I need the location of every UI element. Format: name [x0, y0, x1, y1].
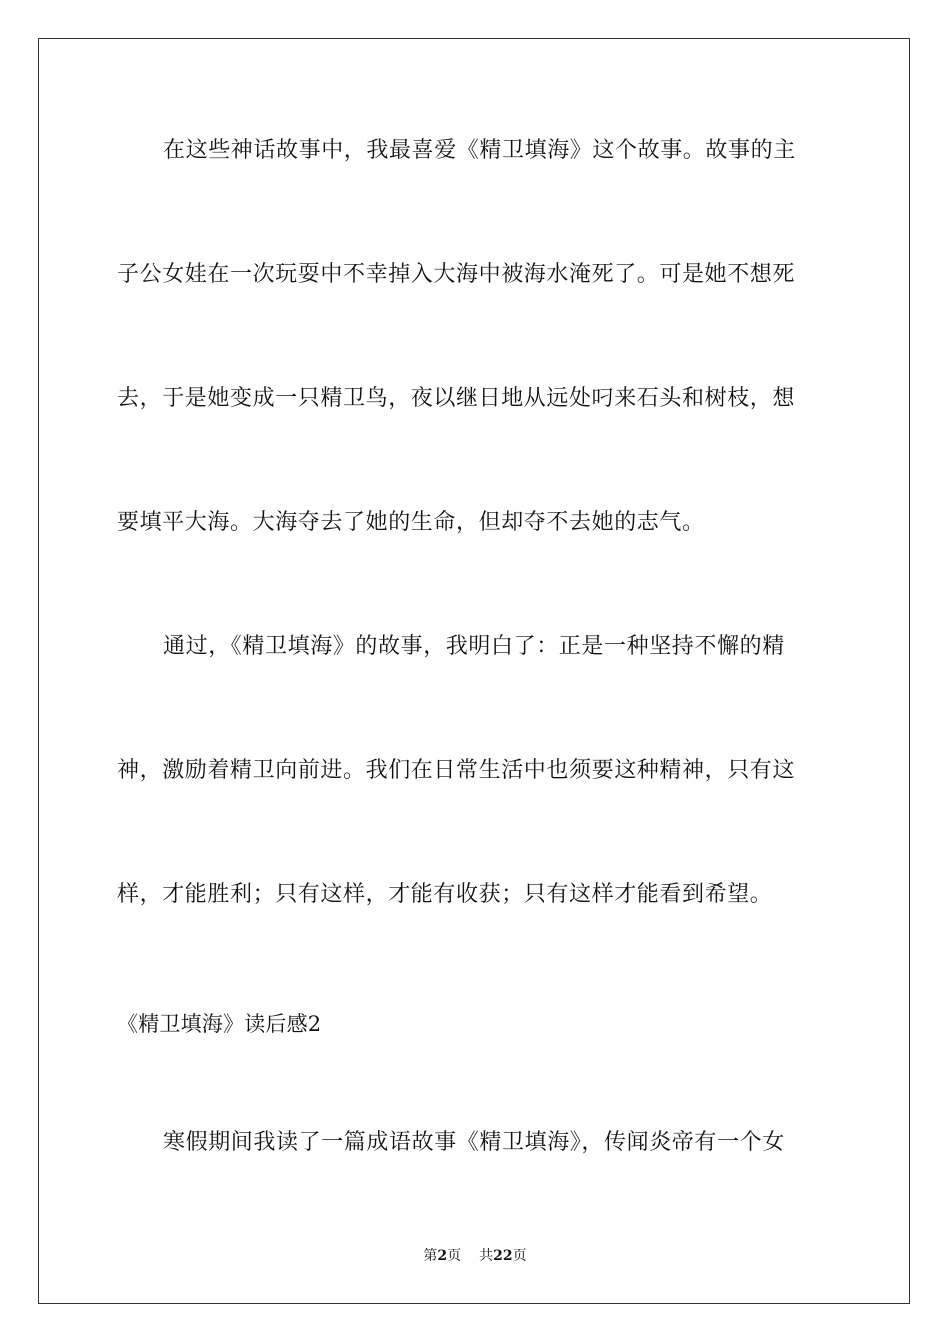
- paragraph-line: 子公女娃在一次玩耍中不幸掉入大海中被海水淹死了。可是她不想死: [117, 262, 796, 287]
- paragraph-line: 寒假期间我读了一篇成语故事《精卫填海》，传闻炎帝有一个女: [163, 1130, 785, 1155]
- paragraph-line: 在这些神话故事中，我最喜爱《精卫填海》这个故事。故事的主: [163, 138, 796, 163]
- paragraph-line: 去，于是她变成一只精卫鸟，夜以继日地从远处叼来石头和树枝，想: [117, 386, 796, 411]
- page-border: [38, 38, 910, 1304]
- page-footer: [0, 1246, 950, 1266]
- footer-total-unit: 页: [512, 1248, 527, 1264]
- paragraph-line: 通过，《精卫填海》的故事，我明白了：正是一种坚持不懈的精: [163, 634, 785, 659]
- footer-current-page: 2: [437, 1248, 448, 1264]
- section-heading: 《精卫填海》读后感2: [117, 1012, 322, 1036]
- footer-page-unit: 页: [447, 1248, 462, 1264]
- footer-total-pages: 22: [493, 1248, 513, 1264]
- footer-prefix: 第: [423, 1248, 438, 1264]
- paragraph-line: 神，激励着精卫向前进。我们在日常生活中也须要这种精神，只有这: [117, 758, 796, 783]
- paragraph-line: 要填平大海。大海夺去了她的生命，但却夺不去她的志气。: [117, 510, 705, 535]
- footer-total-prefix: 共: [479, 1248, 494, 1264]
- paragraph-line: 样，才能胜利；只有这样，才能有收获；只有这样才能看到希望。: [117, 882, 773, 907]
